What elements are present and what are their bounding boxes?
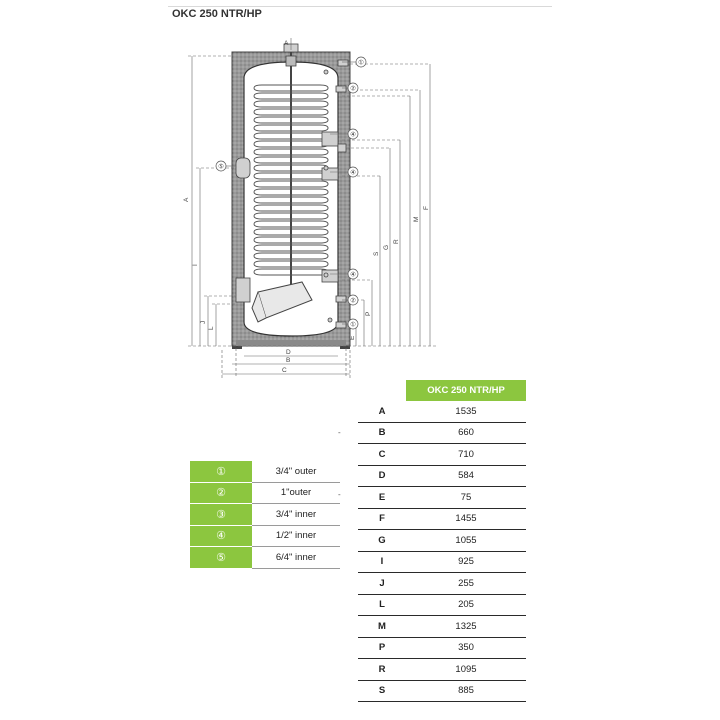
dim-label-l: L <box>208 326 215 330</box>
dim-label-e: E <box>349 335 356 340</box>
dimension-value: 350 <box>406 637 526 659</box>
dim-label-p: P <box>365 311 372 316</box>
connection-row <box>190 547 340 569</box>
dim-label-j: J <box>200 320 207 324</box>
dimension-row <box>358 508 526 530</box>
dimension-value: 205 <box>406 594 526 616</box>
connection-number: ① <box>190 461 252 482</box>
margin-dash: - <box>338 428 341 437</box>
dimension-value: 885 <box>406 680 526 702</box>
dimension-row <box>358 616 526 638</box>
tank-base <box>236 340 346 346</box>
dimension-row <box>358 401 526 422</box>
callout-5-label: ⑤ <box>218 162 224 171</box>
dimension-value: 584 <box>406 465 526 487</box>
callout-4b-label: ④ <box>350 168 356 177</box>
dimension-key: S <box>358 680 406 702</box>
dimensions-header-blank <box>358 380 406 401</box>
connection-size: 3/4" inner <box>252 504 340 526</box>
dimension-key: J <box>358 573 406 595</box>
callout-2b-label: ② <box>350 296 356 305</box>
dimension-key: R <box>358 659 406 681</box>
callout-4-label: ④ <box>350 130 356 139</box>
connections-table <box>190 461 340 569</box>
dimension-key: L <box>358 594 406 616</box>
dimensions-body <box>358 401 526 702</box>
connection-number: ③ <box>190 504 252 526</box>
dimension-key: B <box>358 422 406 444</box>
dimension-value: 1095 <box>406 659 526 681</box>
dimension-value: 1535 <box>406 401 526 422</box>
dimension-row <box>358 551 526 573</box>
dimension-key: C <box>358 444 406 466</box>
dimension-key: D <box>358 465 406 487</box>
dimension-row <box>358 422 526 444</box>
dimension-row <box>358 487 526 509</box>
dim-label-i: I <box>192 264 199 266</box>
dimension-row <box>358 530 526 552</box>
dim-label-a: A <box>183 197 190 202</box>
connection-row <box>190 525 340 547</box>
margin-dash: - <box>338 490 341 499</box>
dimension-value: 1455 <box>406 508 526 530</box>
dimension-row <box>358 659 526 681</box>
dimension-row <box>358 637 526 659</box>
connection-number: ⑤ <box>190 547 252 569</box>
dimension-row <box>358 594 526 616</box>
connection-number: ② <box>190 482 252 504</box>
dim-label-r: R <box>393 239 400 244</box>
connection-row <box>190 461 340 482</box>
dimension-value: 1055 <box>406 530 526 552</box>
connection-size: 6/4" inner <box>252 547 340 569</box>
dimension-row <box>358 573 526 595</box>
connection-size: 1"outer <box>252 482 340 504</box>
connection-size: 3/4" outer <box>252 461 340 482</box>
connection-size: 1/2" inner <box>252 525 340 547</box>
dim-label-d: D <box>286 349 291 356</box>
dimension-value: 710 <box>406 444 526 466</box>
dim-label-c: C <box>282 367 287 374</box>
dimension-value: 1325 <box>406 616 526 638</box>
dimension-value: 75 <box>406 487 526 509</box>
dim-label-g: G <box>383 244 390 250</box>
dimensions-header: OKC 250 NTR/HP <box>406 380 526 401</box>
page-title: OKC 250 NTR/HP <box>172 8 262 20</box>
dimension-key: G <box>358 530 406 552</box>
dim-label-b: B <box>286 357 291 364</box>
dim-label-s: S <box>373 251 380 256</box>
dimension-value: 925 <box>406 551 526 573</box>
dimension-key: A <box>358 401 406 422</box>
callout-1b-label: ① <box>350 320 356 329</box>
dimension-row <box>358 444 526 466</box>
dim-label-m: M <box>413 216 420 222</box>
callout-1-label: ① <box>358 58 364 67</box>
dimension-row <box>358 680 526 702</box>
dimension-key: F <box>358 508 406 530</box>
connection-number: ④ <box>190 525 252 547</box>
dimension-value: 660 <box>406 422 526 444</box>
callout-4c-label: ④ <box>350 270 356 279</box>
dim-label-f: F <box>423 206 430 210</box>
dimension-key: P <box>358 637 406 659</box>
connection-row <box>190 482 340 504</box>
dim-label-top-a: A <box>284 40 289 47</box>
dimension-row <box>358 465 526 487</box>
dimension-key: I <box>358 551 406 573</box>
dimension-key: M <box>358 616 406 638</box>
dimensions-table <box>358 380 526 702</box>
connection-row <box>190 504 340 526</box>
connections-body <box>190 461 340 568</box>
dimension-key: E <box>358 487 406 509</box>
dimension-value: 255 <box>406 573 526 595</box>
callout-2-label: ② <box>350 84 356 93</box>
